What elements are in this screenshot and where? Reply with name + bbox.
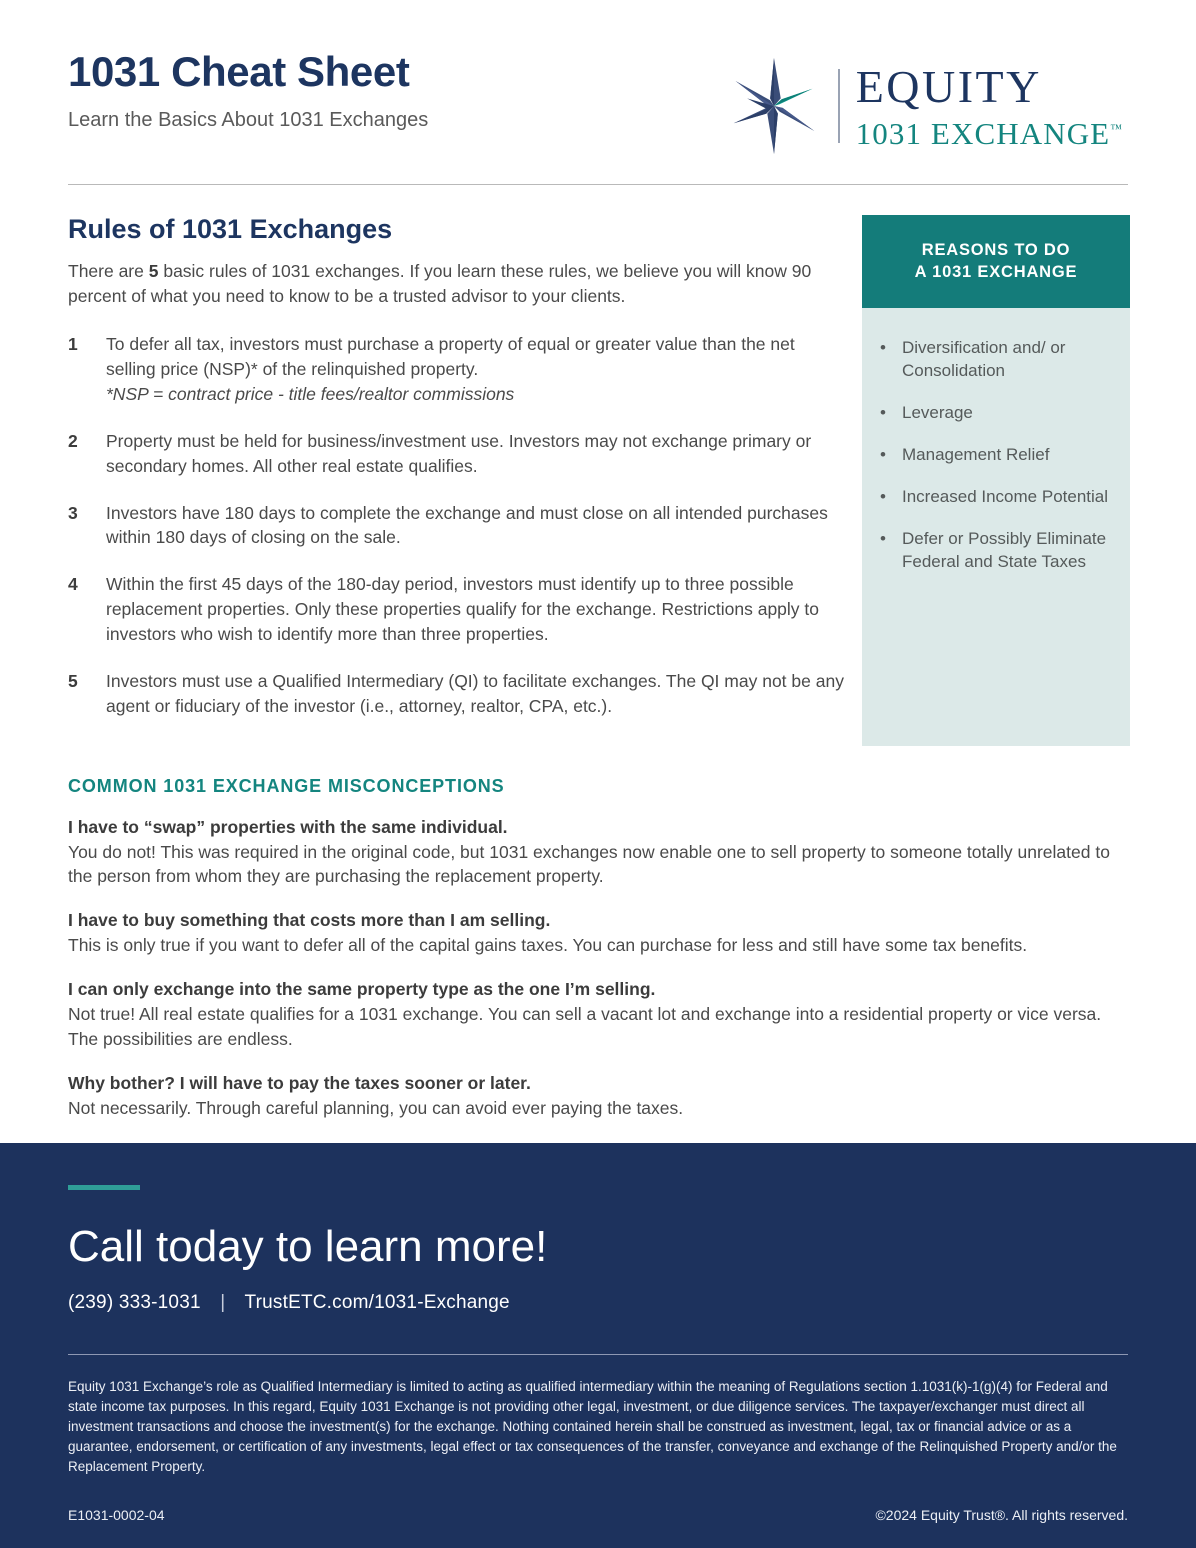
list-item [880,443,1110,467]
reasons-list [880,336,1110,575]
contact-separator: | [220,1292,226,1314]
list-item [880,401,1110,425]
misconception-item [68,1071,1128,1120]
trademark-symbol: ™ [1110,121,1122,136]
rule-item [68,669,848,719]
rule-number: 2 [68,430,78,451]
reasons-sidebar [862,215,1130,746]
misconceptions-section [0,776,1196,1120]
page-footer [0,1143,1196,1548]
sidebar-heading-line-2: A 1031 EXCHANGE [914,263,1078,282]
misconception-answer: Not true! All real estate qualifies for a 1031 exchange. You can sell a vacant lot and exchange into a residential property or vice versa. The possibilities are endless. [68,1004,1102,1049]
compass-star-icon [726,56,822,156]
misconception-question: Why bother? I will have to pay the taxes sooner or later. [68,1072,531,1093]
rule-footnote: *NSP = contract price - title fees/realtor commissions [106,384,515,405]
rule-item [68,429,848,479]
rules-intro [68,259,836,309]
bullet-icon: • [880,444,886,464]
phone-number[interactable]: (239) 333-1031 [68,1292,201,1314]
footer-contact-line [68,1292,1128,1314]
rule-number: 5 [68,670,78,691]
rule-item [68,572,848,647]
document-code: E1031-0002-04 [68,1507,165,1524]
rule-number: 3 [68,502,78,523]
misconception-item [68,815,1128,888]
rule-number: 4 [68,574,78,595]
page-header [0,0,1196,156]
intro-after: basic rules of 1031 exchanges. If you learn these rules, we believe you will know 90 percent of what you need to know to be a trusted advisor to your clients. [68,260,812,306]
intro-count: 5 [148,260,159,281]
list-item-label: Diversification and/ or Consolidation [902,337,1066,381]
misconception-item [68,908,1128,957]
bullet-icon: • [880,337,886,357]
sidebar-heading-line-1: REASONS TO DO [921,241,1071,259]
misconception-question: I have to buy something that costs more than I am selling. [68,909,551,930]
rule-text: Investors have 180 days to complete the exchange and must close on all intended purchases within 180 days of closing on the sale. [106,502,828,548]
logo-secondary-text: 1031 EXCHANGE™ [855,115,1122,151]
rule-text-block [106,332,848,407]
rule-text: Property must be held for business/investment use. Investors may not exchange primary or secondary homes. All other real estate qualifies. [106,430,812,476]
misconceptions-title: COMMON 1031 EXCHANGE MISCONCEPTIONS [68,775,505,796]
website-link[interactable]: TrustETC.com/1031-Exchange [244,1292,510,1314]
list-item-label: Leverage [902,403,973,423]
sidebar-body [862,308,1130,746]
logo-divider [838,69,840,143]
footer-call-to-action: Call today to learn more! [68,1222,548,1271]
rule-text: Within the first 45 days of the 180-day period, investors must identify up to three possible replacement properties. Only these properties qualify for the exchange. Restrictions apply to investors who wish to identify more than three properties. [106,574,820,644]
bullet-icon: • [880,528,886,548]
rule-text: To defer all tax, investors must purchase a property of equal or greater value than the net selling price (NSP)* of the relinquished property. [106,334,795,380]
equity-1031-exchange-logo [726,46,1128,156]
list-item [880,336,1110,384]
main-content [0,215,1196,746]
header-divider [68,184,1128,185]
logo-primary-text: EQUITY [855,60,1042,112]
rules-column [68,215,848,741]
copyright-notice: ©2024 Equity Trust®. All rights reserved. [875,1507,1128,1524]
list-item-label: Management Relief [902,444,1050,464]
misconception-answer: You do not! This was required in the original code, but 1031 exchanges now enable one to sell property to someone totally unrelated to the person from whom they are purchasing the replacement property. [68,841,1110,886]
list-item [880,527,1110,575]
misconception-answer: This is only true if you want to defer all of the capital gains taxes. You can purchase for less and still have some tax benefits. [68,935,1028,956]
header-title-block [68,46,428,132]
footer-accent-bar [68,1185,140,1190]
list-item [880,485,1110,509]
rule-text: Investors must use a Qualified Intermediary (QI) to facilitate exchanges. The QI may not be any agent or fiduciary of the investor (i.e., attorney, realtor, CPA, etc.). [106,670,844,716]
logo-wordmark [855,60,1122,151]
bullet-icon: • [880,403,886,423]
page-subtitle: Learn the Basics About 1031 Exchanges [68,109,429,132]
rule-item [68,501,848,551]
misconception-item [68,977,1128,1050]
rule-number: 1 [68,334,78,355]
rules-section-title: Rules of 1031 Exchanges [68,214,393,244]
rule-item [68,332,848,407]
misconception-question: I can only exchange into the same property type as the one I’m selling. [68,979,656,1000]
bullet-icon: • [880,486,886,506]
sidebar-heading [862,215,1130,308]
misconception-answer: Not necessarily. Through careful planning, you can avoid ever paying the taxes. [68,1097,684,1118]
list-item-label: Defer or Possibly Eliminate Federal and State Taxes [902,528,1107,572]
footer-divider [68,1354,1128,1355]
misconception-question: I have to “swap” properties with the same individual. [68,816,508,837]
footer-bottom-row [68,1507,1128,1523]
list-item-label: Increased Income Potential [902,486,1109,506]
legal-disclaimer: Equity 1031 Exchange’s role as Qualified Intermediary is limited to acting as qualified intermediary within the meaning of Regulations section 1.1031(k)-1(g)(4) for Federal and state income tax purposes. In this regard, Equity 1031 Exchange is not providing other legal, investment, or due diligence services. The taxpayer/exchanger must direct all investment transactions and choose the investment(s) for the exchange. Nothing contained herein shall be construed as investment, legal, tax or financial advice or as a guarantee, endorsement, or certification of any investments, legal effect or tax consequences of the transfer, conveyance and exchange of the Relinquished Property and/or the Replacement Property. [68,1379,1117,1475]
intro-before: There are [68,260,149,281]
page-title: 1031 Cheat Sheet [68,48,410,95]
